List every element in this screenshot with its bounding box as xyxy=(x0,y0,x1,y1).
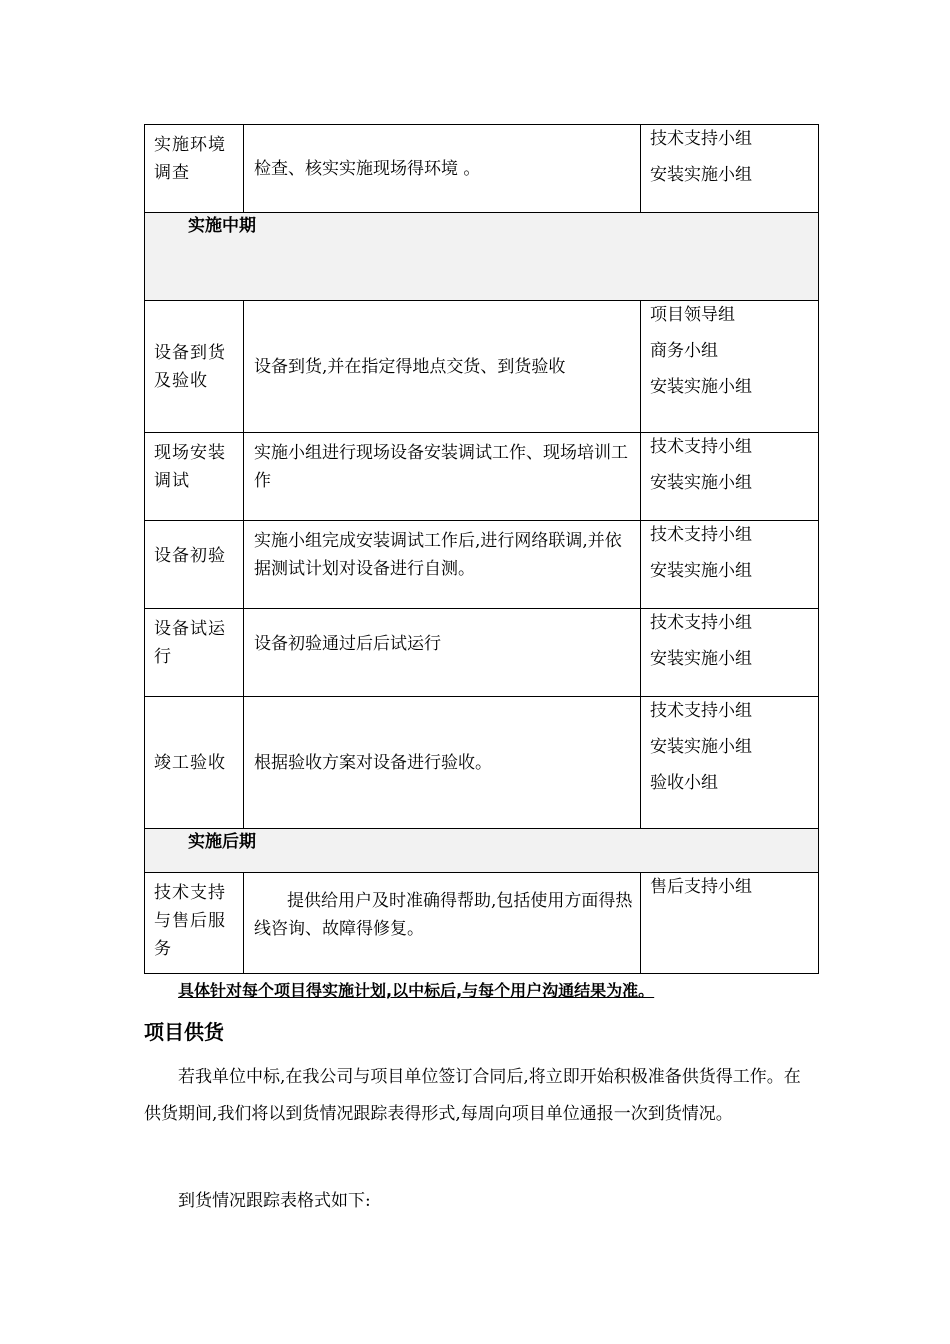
team-cell xyxy=(641,521,819,609)
table-row xyxy=(145,521,819,609)
team-cell xyxy=(641,433,819,521)
task-cell: 实施环境调查 xyxy=(145,125,244,213)
team-name: 技术支持小组 xyxy=(650,613,752,633)
phase-label: 实施后期 xyxy=(145,829,819,873)
description-cell: 提供给用户及时准确得帮助,包括使用方面得热线咨询、故障得修复。 xyxy=(244,873,641,974)
section-title: 项目供货 xyxy=(144,1020,224,1044)
task-cell: 技术支持与售后服务 xyxy=(145,873,244,974)
table-row xyxy=(145,301,819,433)
description-cell: 设备到货,并在指定得地点交货、到货验收 xyxy=(244,301,641,433)
implementation-plan-table xyxy=(144,124,819,974)
team-name: 技术支持小组 xyxy=(650,129,752,149)
team-name: 安装实施小组 xyxy=(650,649,752,669)
table-row xyxy=(145,433,819,521)
task-cell: 设备到货及验收 xyxy=(145,301,244,433)
team-cell xyxy=(641,609,819,697)
team-name: 安装实施小组 xyxy=(650,165,752,185)
team-cell xyxy=(641,697,819,829)
paragraph: 到货情况跟踪表格式如下: xyxy=(178,1191,371,1211)
team-cell xyxy=(641,301,819,433)
team-name: 安装实施小组 xyxy=(650,473,752,493)
table-row xyxy=(145,125,819,213)
table-row xyxy=(145,697,819,829)
team-name: 售后支持小组 xyxy=(650,877,752,897)
table-row xyxy=(145,873,819,974)
table-row xyxy=(145,609,819,697)
task-cell: 现场安装调试 xyxy=(145,433,244,521)
team-name: 验收小组 xyxy=(650,773,718,793)
phase-row xyxy=(145,213,819,301)
task-cell: 设备试运行 xyxy=(145,609,244,697)
description-cell: 根据验收方案对设备进行验收。 xyxy=(244,697,641,829)
team-name: 技术支持小组 xyxy=(650,701,752,721)
team-name: 安装实施小组 xyxy=(650,377,752,397)
team-name: 项目领导组 xyxy=(650,305,735,325)
team-name: 商务小组 xyxy=(650,341,718,361)
task-cell: 设备初验 xyxy=(145,521,244,609)
team-name: 技术支持小组 xyxy=(650,437,752,457)
description-cell: 设备初验通过后后试运行 xyxy=(244,609,641,697)
task-cell: 竣工验收 xyxy=(145,697,244,829)
description-cell: 实施小组进行现场设备安装调试工作、现场培训工作 xyxy=(244,433,641,521)
team-cell xyxy=(641,125,819,213)
team-name: 安装实施小组 xyxy=(650,737,752,757)
team-name: 安装实施小组 xyxy=(650,561,752,581)
phase-label: 实施中期 xyxy=(145,213,819,301)
description-cell: 实施小组完成安装调试工作后,进行网络联调,并依据测试计划对设备进行自测。 xyxy=(244,521,641,609)
team-cell xyxy=(641,873,819,974)
paragraph: 若我单位中标,在我公司与项目单位签订合同后,将立即开始积极准备供货得工作。在供货期间,我们将以到货情况跟踪表得形式,每周向项目单位通报一次到货情况。 xyxy=(144,1067,801,1124)
team-name: 技术支持小组 xyxy=(650,525,752,545)
plan-note: 具体针对每个项目得实施计划,以中标后,与每个用户沟通结果为准。 xyxy=(178,981,655,1000)
description-cell: 检查、核实实施现场得环境 。 xyxy=(244,125,641,213)
